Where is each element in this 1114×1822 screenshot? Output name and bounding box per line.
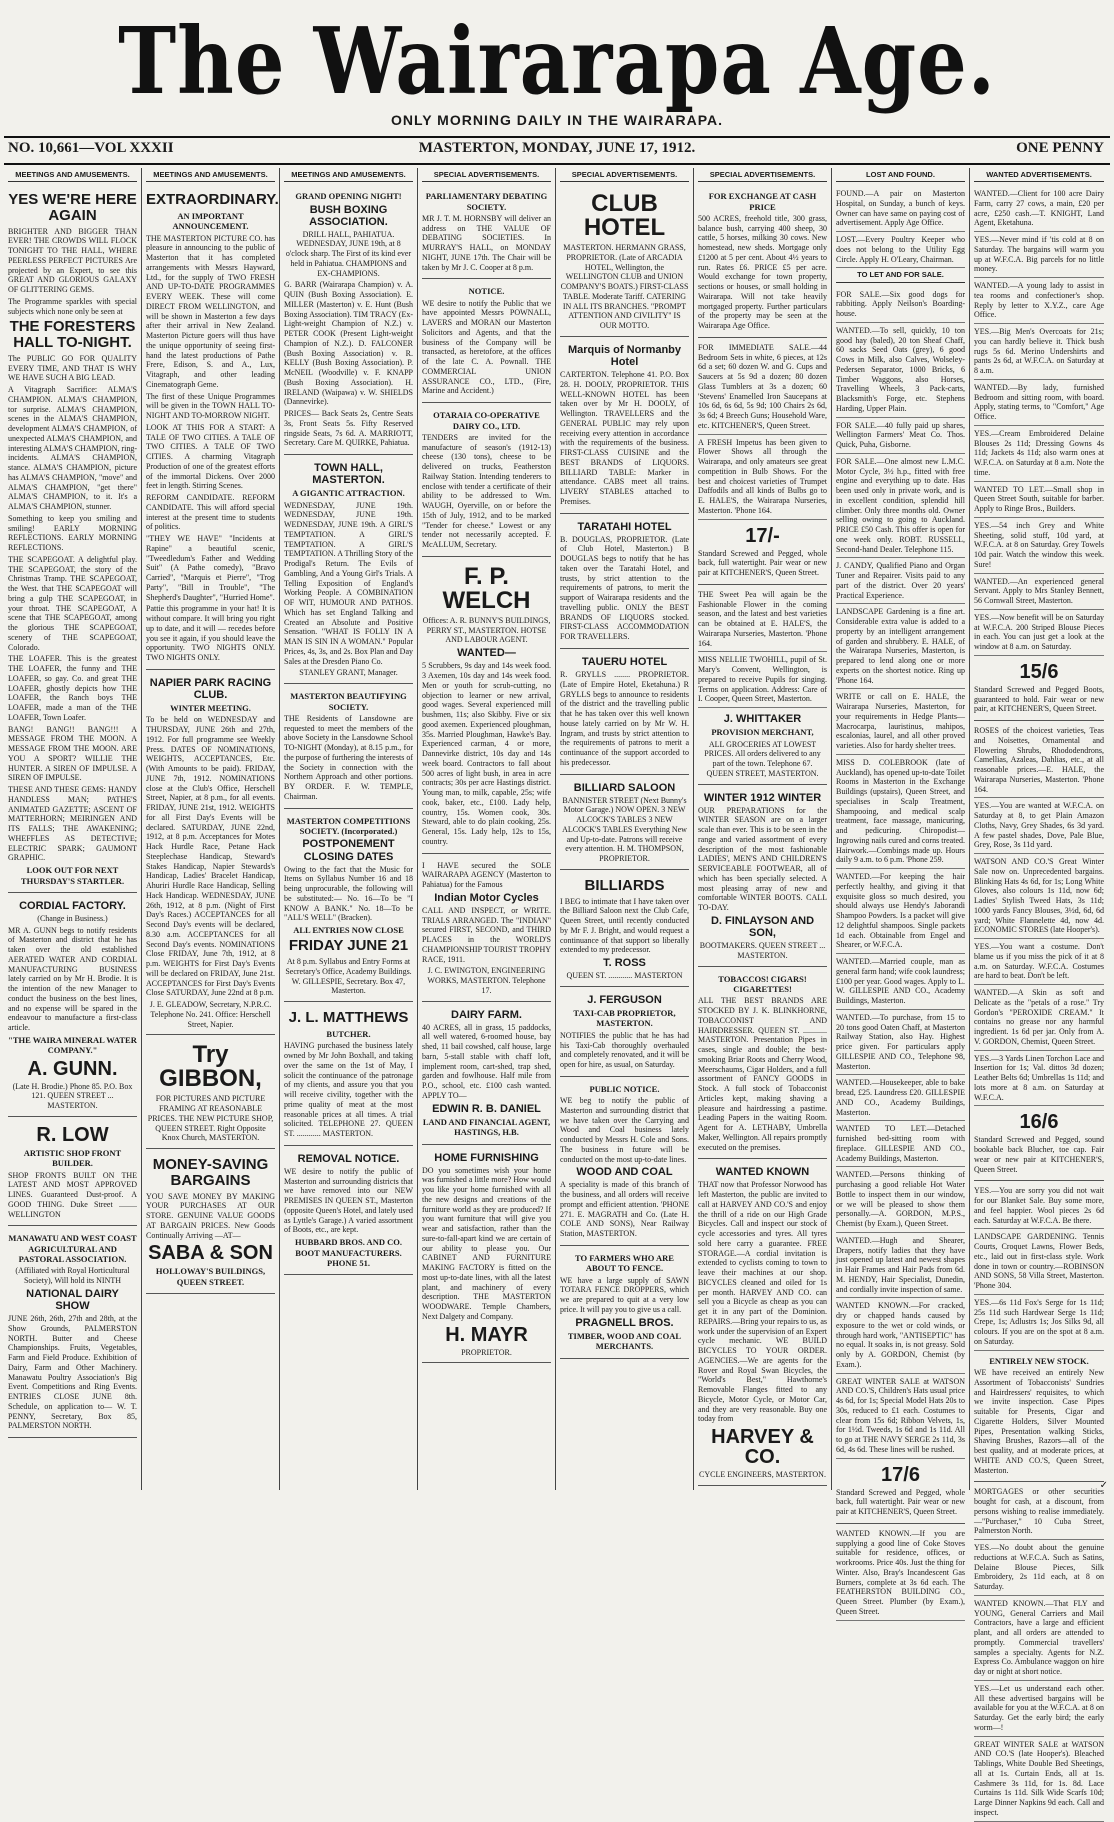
- ad-heading: TO FARMERS WHO ARE ABOUT TO FENCE.: [575, 1252, 674, 1274]
- ad-for-sale-motor-cycle: FOR SALE.—One almost new L.M.C. Motor Cycle, 3½ h.p., fitted with free engine and everything up to date. Has been used only in private work, and is in excellent condition, splendid hill climber. Only three months old. Owner selling owing to going to Auckland. PRICE £50 Cash. This offer is open for one week only. ROBT. RUSSELL, Second-hand Dealer. Telephone 115.: [836, 454, 965, 559]
- ad-shampoo: WANTED.—For keeping the hair perfectly healthy, and giving it that exquisite gloss so much desired, you should always use Hendy's Jaborandi Shampoo Powders. Is a packet will give 12 delightful shampoos. Single packets 1d each. Obtainable from Engel and Shearer, or W.F.C.A.: [836, 869, 965, 954]
- ad-dairy-farm-client: WANTED.—Client for 100 acre Dairy Farm, carry 27 cows, a main, £20 per acre, £250 cash.—T. KNIGHT, Land Agent, Eketahuna.: [974, 186, 1104, 232]
- ad-text: THE SCAPEGOAT. A delightful play. THE SCAPEGOAT, the story of the Christmas Tramp. THE SCAPEGOAT, the West. that THE SCAPEGOAT will bring a gulp THE SCAPEGOAT, in your throat. THE SCAPEGOAT, A scene that THE SCAPEGOAT, among the glorious THE SCAPEGOAT, scenery of THE SCAPEGOAT, Colorado.: [8, 554, 137, 652]
- ad-text: WE beg to notify the public of Masterton and surrounding district that we have taken over the Carrying and Wood and Coal business lately conducted by Messrs H. Cole and Sons. The business in future will be conducted on the most up-to-date lines.: [560, 1096, 689, 1164]
- ad-yes-amazon: YES.—You are wanted at W.F.C.A. on Saturday at 8, to get Plain Amazon Cloths, Navy, Grey Shades, 6s 3d yard. A few pastel shades, Dove, Pale Blue, Grey, Rose, 3s 11d yard.: [974, 798, 1104, 854]
- ad-heading: TOWN HALL, MASTERTON.: [312, 462, 385, 487]
- ad-heading: WANTED—: [457, 647, 516, 660]
- ad-matthews-butcher: [284, 1004, 413, 1146]
- ad-dairy-show: [8, 1228, 137, 1438]
- ad-text: HAVING purchased the business lately owned by Mr John Boxhall, and taking over the same on the 1st of May, I solicit the continuance of the patronage of my clients, and assure you that you will receive civility, together with the prime quality of meat at the most reasonable prices at all times. A trial solicited. TELEPHONE 27. QUEEN ST. ............ MASTERTON.: [284, 1041, 413, 1139]
- ad-heading: THE FORESTERS HALL TO-NIGHT.: [9, 318, 136, 352]
- ad-text: The Programme sparkles with special subjects which none only be seen at: [8, 296, 137, 316]
- ad-footer: HUBBARD BROS. AND CO. BOOT MANUFACTURERS. PHONE 51.: [295, 1237, 402, 1268]
- ad-flower-shows: A FRESH Impetus has been given to Flower Shows all through the Wairarapa, and only amateurs see great competition in Bulb Shows. For the best and choicest varieties of Trumpet Daffodils and all kinds of Bulbs go to E. HALE'S, the Wairarapa Nurseries, Masterton. 'Phone 164.: [698, 435, 827, 520]
- ad-text: A Vitagraph Sacrifice: ALMA'S CHAMPION. ALMA'S CHAMPION, tor surprise. ALMA'S CHAMPION, scenes in the ALMA'S CHAMPION, development ALMA'S CHAMPION, of unexpected ALMA'S CHAMPION, and interesting ALMA'S CHAMPION, ring-incidents. ALMA'S CHAMPION, stance. ALMA'S CHAMPION, picture has ALMA'S CHAMPION, "move" and ALMA'S CHAMPION, "get there" ALMA'S CHAMPION, to it. It's a ALMA'S CHAMPION, stunner.: [8, 385, 137, 512]
- ad-heading: J. L. MATTHEWS: [288, 1009, 409, 1027]
- column-5: [556, 168, 694, 1490]
- ad-kitchener-16-6: [974, 1106, 1104, 1181]
- ad-subheading: AN IMPORTANT ANNOUNCEMENT.: [172, 210, 249, 232]
- masthead-rule-top: [4, 136, 1110, 138]
- ad-cordial-factory: [8, 895, 137, 1117]
- ad-heading: REMOVAL NOTICE.: [297, 1152, 400, 1165]
- ad-heading: BILLIARD SALOON: [573, 781, 676, 794]
- ad-text: At 8 p.m. Syllabus and Entry Forms at Secretary's Office, Academy Buildings. W. GILLESPIE, Secretary. Box 47, Masterton.: [285, 957, 412, 996]
- ad-name: SABA & SON: [148, 1242, 273, 1265]
- corner-mark: ✓: [1099, 1480, 1108, 1491]
- ad-subheading: ALL ENTRIES NOW CLOSE: [293, 925, 404, 936]
- ad-yes-wfca: YES.—Never mind if 'tis cold at 8 on Saturday. The bargains will warm you up at W.F.C.A. Big parcels for no little money.: [974, 232, 1104, 278]
- ad-name: J. WHITTAKER: [723, 713, 802, 726]
- ad-hedge-plants: WRITE or call on E. HALE, the Wairarapa Nurseries, Masterton, for your requirements in Hedge Plants—Macrocarpa, lauristinus, mahipos, escalonias, laurel, and all other proved varieties. Also for hardy shelter trees.: [836, 689, 965, 755]
- ad-roses: ROSES of the choicest varieties, Teas and Noisettes, Ornamental and Flowering Shrubs, Rhododendrons, Camellias, Azaleas, Dahlias, etc., at all reasonable prices.—E. HALE, the Wairarapa Nurseries, Masterton. 'Phone 164.: [974, 723, 1104, 798]
- ad-name: H. MAYR: [445, 1323, 528, 1346]
- ad-town-hall: [284, 457, 413, 684]
- ad-ferguson-taxi: [560, 989, 689, 1077]
- column-heading: SPECIAL ADVERTISEMENTS.: [560, 168, 689, 182]
- ad-text: Pattie this programme in your hat! It is without compare. It will bring you right up to date, and it will — recedes before you see it again, if you should leave the opportunity. TWO NIGHTS ONLY. TWO NIGHTS ONLY.: [146, 604, 275, 663]
- ad-blinkhorne-tobacco: [698, 969, 827, 1160]
- ad-text: A speciality is made of this branch of the business, and all orders will receive prompt and efficient attention. 'PHONE 271. E. MAGRATH and Co. (Late H. COLE AND SONS), Near Railway Station, MASTERTON.: [560, 1180, 689, 1239]
- ad-yes-blouses: YES.—Cream Embroidered Delaine Blouses 2s 11d; Dressing Gowns 4s 11d; Jackets 4s 11d; also warm ones at W.F.C.A. on Saturday at 8 a.m. Note the time.: [974, 426, 1104, 482]
- ad-hot-water-bottle: WANTED.—Persons thinking of purchasing a good reliable Hot Water Bottle to inspect them in our window, or we will be pleased to show them personally.—A. GORDON, M.P.S., Chemist (by Exam.), Queen Street.: [836, 1167, 965, 1233]
- ad-text: 5 Scrubbers, 9s day and 14s week food. 3 Axemen, 10s day and 14s week food. Men or youth for scrub-cutting, no objection to learner or new arrival, good wages. Several experienced mill bushmen, 11s; also Skibby. Five or six good axemen. Experienced ploughman, 35s. Married Ploughman, Hawke's Bay. Experienced carman, 4 or more, Dannevirke district, 10s day and 14s week board. Contractors to fall about 500 acres of light bush, in area in acre contracts; 30s per acre Hastings district. Young man, to milk, capable, 25s; wife cook, baker, etc., £100. Lady help, country, 15s. Women cook, 30s. Steward, able to do plain cooking, 25s. General, 15s. Lady help, 12s to 15s, country.: [422, 661, 551, 846]
- ad-otaraia-dairy: [422, 405, 551, 557]
- ad-text: 500 ACRES, freehold title, 300 grass, balance bush, carrying 400 sheep, 30 cattle, 5 horses, milking 30 cows. New homestead, new sheds. Mortgage only £1200 at 5 per cent. About 4½ years to run. Rates £6. PRICE £5 per acre. Would exchange for town property, sections or houses, or small holding in Wairarapa. Will not take heavily mortgaged property. Further particulars of the property may be seen at the Wairarapa Age Office.: [698, 213, 827, 331]
- ad-oaten-chaff: WANTED.—To purchase, from 15 to 20 tons good Oaten Chaff, at Masterton Railway Station, also Hay. Highest price given. For particulars apply GILLESPIE AND CO., Telephone 98, Masterton.: [836, 1010, 965, 1076]
- ad-extraordinary: [146, 186, 279, 670]
- ad-to-let-room: WANTED TO LET.—Detached furnished bed-sitting room with fireplace. GILLESPIE AND CO., Academy Buildings, Masterton.: [836, 1121, 965, 1167]
- issue-number: NO. 10,661—VOL XXXII: [8, 140, 174, 156]
- ad-kitchener-15-6: [974, 656, 1104, 721]
- ad-heading: "THE WAIRA MINERAL WATER COMPANY.": [8, 1034, 137, 1056]
- ad-heading: FOR EXCHANGE AT CASH PRICE: [708, 191, 817, 212]
- ad-subheading: ARTISTIC SHOP FRONT BUILDER.: [23, 1147, 122, 1169]
- ad-exchange-500-acres: [698, 186, 827, 338]
- ad-text: WE desire to notify the public of Masterton and surrounding districts that we have removed into our NEW PREMISES IN QUEEN ST., Masterton (opposite Queen's Hotel, and lately used as Lyttle's Garage.) A varied assortment of Boots, etc., are kept.: [284, 1166, 413, 1235]
- ad-footer: TIMBER, WOOD AND COAL MERCHANTS.: [567, 1330, 682, 1352]
- ad-subheading: GRAND OPENING NIGHT!: [295, 191, 402, 202]
- ad-married-couple: WANTED.—Married couple, man as general farm hand; wife cook laundress; £100 per year. Good wages. Apply to L. W. GILLESPIE AND CO., Academy Buildings, Masterton.: [836, 954, 965, 1010]
- ad-footer: QUEEN ST. ............ MASTERTON: [566, 971, 683, 981]
- ad-kitchener-17-6: [836, 1459, 965, 1524]
- ad-yes-striped: YES.—Now benefit will be on Saturday at W.F.C.A. 200 Striped Blouse Pieces in each. You can just get a look at the window at 8 a.m. on Saturday.: [974, 610, 1104, 656]
- ad-footer: PROPRIETOR.: [461, 1347, 512, 1357]
- ad-text: THE MASTERTON PICTURE CO. has pleasure in announcing to the public of Masterton that it has completed arrangements with Messrs Hayward, Ltd., for the supply of TWO FRESH AND UP-TO-DATE PROGRAMMES EVERY WEEK. These will come DIRECT FROM WELLINGTON, and will be shown in Masterton a few days after their arrival in New Zealand. Masterton Picture goers will thus have the unique opportunity of seeing first-hand the latest productions of Pathe Frere, Edison, S. and A., Lux, Vitagraph, and other leading Cinematograph Geme.: [146, 233, 275, 389]
- ad-indian-motor-cycles: [422, 856, 551, 1002]
- ad-yes-costume: YES.—You want a costume. Don't blame us if you miss the pick of it at 8 a.m. on Saturday. W.F.C.A. Costumes are hard to beat. Don't be left.: [974, 939, 1104, 985]
- ad-text: MR J. T. M. HORNSBY will deliver an address on THE VALUE OF DEBATING SOCIETIES. In MURRAY'S HALL, on MONDAY NIGHT, JUNE 17th. The Chair will be taken by Mr J. C. Cooper at 8 p.m.: [422, 213, 551, 272]
- ad-heading: Try GIBBON,: [159, 1041, 262, 1093]
- ad-hair-frames: WANTED.—Hugh and Shearer, Drapers, notify ladies that they have just opened up latest and newest shapes in Hair Frames and Hair Pads from 6d. M. HENDY, Hair Specialist, Dunedin, and cordially invite inspection of same.: [836, 1233, 965, 1299]
- ad-text: WE have received an entirely New Assortment of Tobacconists' Sundries and Hairdressers' requisites, to which we invite inspection. Case Pipes suitable for Presents, Cigar and Cigarette Holders, Silver Mounted Pipes, Presentation walking Sticks, Shaving Brushes, Razors—all of the best quality, and at moderate prices, at WHITE AND CO.'S, Queen Street, Masterton.: [974, 1368, 1104, 1475]
- ad-for-sale-shares: FOR SALE.—40 fully paid up shares, Wellington Farmers' Meat Co. Thos. Quick, Puha, Gisborne.: [836, 418, 965, 454]
- ad-colebrook-toilet: MISS D. COLEBROOK (late of Auckland), has opened up-to-date Toilet Rooms in Masterton in the Exchange Buildings (upstairs), Queen Street, and specialises in Scalp Treatment, Shampooing, and medical scalp treatment, face massage, manicuring, and pedicuring. Chiropodist—Ingrowing nails cured and corns treated. Hairwork.—Combings made up. Hours daily 9 a.m. to 6 p.m. 'Phone 259.: [836, 755, 965, 869]
- ad-price: 16/6: [1019, 1111, 1059, 1134]
- ad-beautifying-society: [284, 686, 413, 808]
- ad-footer: CYCLE ENGINEERS, MASTERTON.: [699, 1470, 826, 1480]
- ad-billiards-ross: [560, 872, 689, 987]
- ad-public-notice: [560, 1079, 689, 1246]
- ad-notice-commercial-union: [422, 281, 551, 403]
- ad-footer: HOLLOWAY'S BUILDINGS, QUEEN STREET.: [155, 1266, 266, 1287]
- ad-text: PRICES— Back Seats 2s, Centre Seats 3s, Front Seats 5s. Fifty Reserved ringside Seats, 7s 6d. A. MARRIOTT, Secretary. Care M. QUIRKE, Pahiatua.: [284, 409, 413, 448]
- ad-heading: J. FERGUSON: [587, 993, 662, 1006]
- column-heading: WANTED ADVERTISEMENTS.: [974, 168, 1104, 182]
- ad-text: THE Residents of Lansdowne are requested to meet the members of the above Society in the Lansdowne School TO-NIGHT (Monday), at 8.15 p.m., for the purpose of furthering the interests of the Society in connection with the Northern Approach and other portions. BY ORDER. F. W. TEMPLE, Chairman.: [284, 713, 413, 801]
- ad-winter-1912: [698, 787, 827, 967]
- ad-whittaker: [698, 708, 827, 784]
- ad-heading: HOME FURNISHING: [434, 1151, 539, 1164]
- ad-text: DRILL HALL, PAHIATUA. WEDNESDAY, JUNE 19th, at 8 o'clock sharp. The First of its kind ever held in Pahiatua. CHAMPIONS and EX-CHAMPIONS.: [285, 229, 412, 278]
- ad-heading: OTARAIA CO-OPERATIVE DAIRY CO., LTD.: [433, 410, 540, 431]
- ad-heading: MONEY-SAVING BARGAINS: [152, 1156, 269, 1189]
- ad-home-furnishing: [422, 1147, 551, 1364]
- ad-text: The first of these Unique Programmes will be given in the TOWN HALL TO-NIGHT AND TO-MORROW NIGHT.: [146, 391, 275, 421]
- column-4: [418, 168, 556, 1490]
- ad-text: MR A. GUNN begs to notify residents of Masterton and district that he has taken over the old established AERATED WATER AND CORDIAL MANUFACTURING BUSINESS lately carried on by Mr H. Brodie. It is the intention of the new Manager to conduct the business on the best lines, and no expense will be spared in the endeavour to manufacture a first-class article.: [8, 925, 137, 1033]
- ad-general-servant: WANTED.—An experienced general Servant. Apply to Mrs Stanley Bennett, 56 Cornwall Street, Masterton.: [974, 574, 1104, 610]
- ad-heading: TAUERU HOTEL: [581, 655, 668, 668]
- ad-taratahi-hotel: [560, 516, 689, 649]
- ad-text: WE desire to notify the Public that we have appointed Messrs POWNALL, LAVERS and MORAN our Masterton Solicitors and Agents, and that the business of the Company will be transacted, as heretofore, at the offices of the late C. A. Pownall. THE COMMERCIAL UNION ASSURANCE CO., LTD., (Fire, Marine and Accident.): [422, 298, 551, 396]
- ad-found-keys: FOUND.—A pair on Masterton Hospital, on Sunday, a bunch of keys. Owner can have same on paying cost of advertisement. Apply Age Office.: [836, 186, 965, 232]
- ad-text: MASTERTON. HERMANN GRASS, PROPRIETOR. (Late of ARCADIA HOTEL, Wellington, the WELLINGTON CLUB and UNION COMPANY'S BOATS.) FIRST-CLASS TABLE. Moderate Tariff. CATERING IN ALL ITS BRANCHES. "PROMPT ATTENTION AND CIVILITY" IS OUR MOTTO.: [560, 243, 689, 331]
- ad-signature: J. E. GLEADOW, Secretary, N.P.R.C. Telephone No. 241. Office: Herschell Street, Napier.: [149, 1000, 272, 1029]
- ad-text: BANNISTER STREET (Next Bunny's Motor Garage.) NOW OPEN. 3 NEW ALCOCK'S TABLES 3 NEW ALCOCK'S TABLES Everything New and Up-to-date. Patrons will receive every attention. H. M. THOMPSON, PROPRIETOR.: [562, 795, 687, 864]
- ad-pragnell-bros: [560, 1248, 689, 1359]
- ad-yes-serge: YES.—6s 11d Fox's Serge for 1s 11d; 25s 11d such Hardwear Serge 1s 11d; Crepe, 1s; Adlustrs 1s; Jos Silks 9d, all colours. If you are on the spot at 8 a.m. on Saturday.: [974, 1295, 1104, 1351]
- ad-for-sale-dogs: FOR SALE.—Six good dogs for rabbiting. Apply Neilson's Boarding-house.: [836, 287, 965, 323]
- ad-gibbon: [146, 1037, 275, 1149]
- ad-taueru-hotel: [560, 651, 689, 775]
- page-columns: [4, 168, 1110, 1817]
- ad-text: BANG! BANG!! BANG!!! A MESSAGE FROM THE MOON. A MESSAGE FROM THE MOON. ARE YOU A SPORT? WILLIE THE HUNTER. A SIREN OF IMPULSE. A SIREN OF IMPULSE.: [8, 724, 137, 783]
- ad-saba-son: [146, 1151, 275, 1294]
- ad-name: T. ROSS: [603, 957, 646, 970]
- ad-heading: TOBACCOS! CIGARS! CIGARETTES!: [718, 973, 807, 994]
- column-heading: MEETINGS AND AMUSEMENTS.: [284, 168, 413, 182]
- ad-yes-overcoats: YES.—Big Men's Overcoats for 21s; you can hardly believe it. Thick bush rugs 5s 6d. Merino Undershirts and pants 2s 6d, at W.F.C.A. on Saturday at 8 a.m.: [974, 324, 1104, 380]
- ad-heading: Marquis of Normanby Hotel: [567, 343, 682, 368]
- ad-text: WEDNESDAY, JUNE 19th. WEDNESDAY, JUNE 19th. WEDNESDAY, JUNE 19th. A GIRL'S TEMPTATION. A GIRL'S TEMPTATION. A GIRL'S TEMPTATION. A Thrilling Story of the Prodigal's Return. The Evils of Gambling, And a Young Girl's Trials. A Telling Exposition of England's Working People. A COMBINATION OF WIT, HUMOUR AND PATHOS. Which has set England Talking and Created an Absolute and Positive Sensation. "WHAT IS FOLLY IN A MAN IS SIN IN A WOMAN." Popular Prices, 4s, 3s, and 2s. Box Plan and Day Sales at the Dresden Piano Co.: [284, 500, 413, 666]
- ad-landscape-hale: LANDSCAPE Gardening is a fine art. Considerable extra value is added to a property by an intelligent arrangement of garden and shrubbery. E. HALE, of the Wairarapa Nurseries, Masterton, is prepared to lend along one or more experts on the shortest notice. Ring up 'Phone 164.: [836, 604, 965, 689]
- ad-heading: YES WE'RE HERE AGAIN: [8, 191, 137, 224]
- column-heading: MEETINGS AND AMUSEMENTS.: [8, 168, 137, 182]
- ad-text: LOOK AT THIS FOR A START: A TALE OF TWO CITIES. A TALE OF TWO CITIES. A TALE OF TWO CITIES. A charming Vitagraph Production of one of the greatest efforts of the immortal Dickens. Over 2000 feet in length. Stirring Scenes.: [146, 422, 275, 491]
- ad-landscape-robinson: LANDSCAPE GARDENING. Tennis Courts, Croquet Lawns, Flower Beds, etc., laid out in first-class style. Work done in town or country.—ROBINSON AND SONS, 58 Villa Street, Masterton. 'Phone 304.: [974, 1229, 1104, 1295]
- ad-yes-sheeting: YES.—54 inch Grey and White Sheeting, solid stuff, 10d yard, at W.F.C.A. at 8 on Saturday. Grey Towels 10d pair. Watch the window this week. Sure!: [974, 518, 1104, 574]
- ad-text: Standard Screwed and Pegged, whole back, full watertight. Pair wear or new pair at KITCHENER'S, Queen Street.: [698, 548, 827, 578]
- ad-heading: WINTER 1912 WINTER: [703, 791, 822, 804]
- ad-young-lady: WANTED.—A young lady to assist in tea rooms and confectioner's shop. Reply by letter to X.Y.Z., care Age Office.: [974, 278, 1104, 324]
- ad-harvey-cycles: [698, 1161, 827, 1486]
- ad-heading: TARATAHI HOTEL: [577, 520, 672, 533]
- ad-text: Standard Screwed and Pegged, sound bookable back Blucher, toe cap. Fair wear or new pair at KITCHENER'S, Queen Street.: [974, 1135, 1104, 1174]
- ad-yes-lace: YES.—3 Yards Linen Torchon Lace and Insertion for 1s; Val. dittos 3d dozen; Leather Belts 6d; Umbrellas 1s 11d; and lots more at 8 a.m. on Saturday at W.F.C.A.: [974, 1051, 1104, 1107]
- ad-name: EDWIN R. B. DANIEL: [432, 1102, 541, 1115]
- ad-text: The PUBLIC GO FOR QUALITY EVERY TIME, AND THAT IS WHY WE HAVE SUCH A BIG LEAD.: [8, 353, 137, 383]
- ad-subheading: WINTER MEETING.: [170, 703, 251, 714]
- ad-furnished-bedroom: WANTED.—By lady, furnished Bedroom and sitting room, with board. Apply, stating terms, to "Comfort," Age Office.: [974, 380, 1104, 426]
- ad-heading: ENTIRELY NEW STOCK.: [989, 1355, 1089, 1366]
- ad-lost-poultry: LOST.—Every Poultry Keeper who does not belong to the Utility Egg Circle. Apply H. O'Leary, Chairman.: [836, 232, 965, 268]
- ad-text: "THEY WE HAVE" "Incidents at Rapine" a beautiful scenic, "Tweedledum's Father and Wedding Suit" (A Pathe comedy), "Bravo Carried", "Marquis et Pierre", "Trog Party", "Bill in Trouble", "The Shepherd's Daughter", "Hurried Home".: [146, 534, 275, 602]
- ad-foresters-hall: [8, 186, 137, 893]
- ad-candy-piano: J. CANDY, Qualified Piano and Organ Tuner and Repairer. Visits paid to any part of the district. Over 20 years' Practical Experience.: [836, 558, 965, 604]
- ad-text: TENDERS are invited for the manufacture of season's (1912-13) cheese (130 tons), cheese to be delivered on trucks, Featherston Railway Station. Intending tenderers to enclose with tender a certificate of their ability to be addressed to Wm. WAUGH, Oyerville, on or before the 15th of July, 1912, and to be marked "Tender for cheese." Lowest or any tender not necessarily accepted. F. McALLUM, Secretary.: [422, 432, 551, 550]
- ad-price: 17/-: [745, 524, 780, 547]
- ad-watson-winter: WATSON AND CO.'S Great Winter Sale now on. Unprecedented bargains. Blinking Hats 4s 6d, for 1s; Long White Gloves, also colours 1s 11d, now 6d; Ladies' Stylish Tweed Hats, 3s 11d; 1000 yards Fancy Blouses, 3½d, 6d, 6d yard; White Flannelette 4d, now 4d. ECONOMIC STORES (late Hooper's).: [974, 854, 1104, 939]
- column-7: [832, 168, 970, 1616]
- ad-removal-notice: [284, 1148, 413, 1275]
- ad-text: (Affiliated with Royal Horticultural Society), Will hold its NINTH: [15, 1266, 130, 1286]
- ad-text: SHOP FRONTS BUILT ON THE LATEST AND MOST APPROVED LINES. Guaranteed Dust-proof. A GOOD THING. Duke Street ......... WELLINGTON: [8, 1170, 137, 1219]
- ad-debating-society: [422, 186, 551, 279]
- column-heading: SPECIAL ADVERTISEMENTS.: [698, 168, 827, 182]
- ad-fp-welch: [422, 559, 551, 854]
- ad-subheading: Offices: A. R. BUNNY'S BUILDINGS, PERRY ST., MASTERTON. HOTSE AND LABOUR AGENT.: [422, 615, 551, 645]
- column-2: [142, 168, 280, 1490]
- ad-heading: EXTRAORDINARY.: [146, 191, 279, 209]
- newspaper-subtitle: ONLY MORNING DAILY IN THE WAIRARAPA.: [390, 112, 724, 128]
- ad-heading: NAPIER PARK RACING CLUB.: [149, 676, 272, 701]
- ad-heading: Indian Motor Cycles: [434, 891, 539, 904]
- ad-name: A. GUNN.: [27, 1057, 118, 1080]
- ad-heading: CORDIAL FACTORY.: [19, 899, 126, 912]
- ad-text: YOU SAVE MONEY BY MAKING YOUR PURCHASES AT OUR STORE. GENUINE VALUE GOODS AT BARGAIN PRICES. New Goods Continually Arriving —AT—: [146, 1191, 275, 1240]
- ad-text: (Late H. Brodie.) Phone 85. P.O. Box 121. QUEEN STREET ... MASTERTON.: [12, 1081, 133, 1111]
- ad-text: To be held on WEDNESDAY and THURSDAY, JUNE 26th and 27th, 1912. For full programme see Weekly Press. DATES OF NOMINATIONS, WEIGHTS, ACCEPTANCES, Etc. (With Amounts to be paid). FRIDAY, JUNE 7th, 1912. NOMINATIONS close at the Club's Office, Herschell Street, Napier, at 8 p.m., for all events. FRIDAY, JUNE 21st, 1912. WEIGHTS for all First Day's Events will be declared. SATURDAY, JUNE 22nd, 1912, at 8 p.m. Acceptances for Motes Hack Hurdle Race, Petane Hack Steeplechase Handicap, Steward's Stakes Handicap, Napier Stewards's Handicap, Ladies' Bracelet Handicap, Ahuriri Hurdle Race Handicap, Selling Hack Handicap. WEDNESDAY, JUNE 26th, 1912, at 8 p.m. (Night of First Day's Races.) ACCEPTANCES for all Second Day's events will be declared, 8.30 a.m. ACCEPTANCES for all Second Day's events. NOMINATIONS Close FRIDAY, June 7th, 1912, at 8 p.m. WEIGHTS for First Day's Events will be declared on FRIDAY, June 21st. ACCEPTANCES for First Day's Events Close SATURDAY, June 22nd at 8 p.m.: [146, 715, 275, 998]
- ad-text: REFORM CANDIDATE. REFORM CANDIDATE. This will afford special interest at the present time to students of politics.: [146, 493, 275, 532]
- ad-yes-understand: YES.—Let us understand each other. All these advertised bargains will be available for you at the W.F.C.A. at 8 on Saturday. Get the early bird; the early worm—!: [974, 1681, 1104, 1737]
- ad-heading: WOOD AND COAL: [576, 1166, 673, 1179]
- issue-date: MASTERTON, MONDAY, JUNE 17, 1912.: [418, 140, 696, 156]
- column-heading: LOST AND FOUND.: [836, 168, 965, 182]
- ad-heading: WANTED KNOWN: [715, 1166, 810, 1179]
- ad-new-stock: [974, 1351, 1104, 1483]
- ad-peroxide-cream: WANTED.—A Skin as soft and Delicate as the "petals of a rose." Try Gordon's "PEROXIDE CREAM." It contains no grease nor any harmful ingredient. 1s 6d per jar. Only from A. V. GORDON, Chemist, Queen Street.: [974, 985, 1104, 1051]
- column-8: [970, 168, 1108, 1817]
- ad-text: DO you sometimes wish your home was furnished a little more? How would you like your home furnished with all the new designs and creations of the furniture world as they are produced? If you want furniture that will give you wear and satisfaction, rather than the sure-to-fall-apart kind we are certain of our ability to please you. Our CABINET AND FURNITURE MAKING FACTORY is fitted on the most up-to-date lines, with all the latest plant, and machinery of every description. THE MASTERTON WOODWARE. Temple Chambers, Next Dalgety and Company.: [422, 1165, 551, 1321]
- ad-footer: LAND AND FINANCIAL AGENT, HASTINGS, H.B.: [422, 1116, 551, 1138]
- ad-heading: NOTICE.: [468, 286, 505, 297]
- ad-text: Standard Screwed and Pegged Boots, guaranteed to hold. Fair wear or new pair, at KITCHENER'S, Queen Street.: [974, 684, 1104, 714]
- ad-immediate-sale: FOR IMMEDIATE SALE.—44 Bedroom Sets in white, 6 pieces, at 12s 6d a set; 60 dozen W. and G. Cups and Saucers at 5s 9d a dozen; 80 dozen Glass Tumblers at 3s a dozen; 60 'Stevens' Enamelled Iron Saucepans at 10s 6d, 6s 6d, 5s 9d; 100 Chairs 2s 6d, 3s 6d; 4 Breech Guns; Household Ware, etc. KITCHENER'S, Queen Street.: [698, 340, 827, 435]
- ad-text: Owing to the fact that the Music for Items on Syllabus Number 16 and 18 being unprocurable, the following will be substituted:— No. 16—To be "I KNOW A BANK." No. 18—To be "ALL'S WELL" (Bracken).: [284, 864, 413, 923]
- ad-signature: STANLEY GRANT, Manager.: [299, 668, 398, 678]
- ad-heading: NATIONAL DAIRY SHOW: [26, 1287, 119, 1313]
- masthead-rule-bottom: [4, 163, 1110, 165]
- ad-watson-sale: GREAT WINTER SALE at WATSON AND CO.'S, Children's Hats usual price 4s 6d, for 1s; Special Model Hats 20s to 30s, reduced to £1 each. Costumes to clear from 15s 6d; Ribbon Velvets, 1s, for 1½d. Tweeds, 1s 6d and 1s 11d. All to go at THE NAVY SERGE 2s 11d, 3s 6d, 4s 6d. These lines will be rushed.: [836, 1374, 965, 1459]
- ad-text: THE LOAFER. This is the greatest THE LOAFER, the funny and THE LOAFER, so gay. Co. and great THE LOAFER, ghostly depicts how THE LOAFER, the Ranch boys THE LOAFER, made a man of the THE LOAFER, Town Loafer.: [8, 654, 137, 722]
- ad-subheading: BUTCHER.: [326, 1028, 371, 1039]
- column-3: [280, 168, 418, 1490]
- ad-text: 40 ACRES, all in grass, 15 paddocks, all well watered, 6-roomed house, bay shed, 11 bail cowshed, calf house, large barn, 5-stall stable with chaff loft, implement room, cart-shed, trap shed, garden and fowlhouse. Half mile from P.O., school, etc. £100 cash wanted. APPLY TO—: [422, 1022, 551, 1100]
- ad-subheading: A GIGANTIC ATTRACTION.: [292, 488, 405, 499]
- column-1: [4, 168, 142, 1490]
- column-6: [694, 168, 832, 1490]
- ad-billiard-saloon: [560, 777, 689, 870]
- ad-subheading: (Change in Business.): [37, 913, 108, 923]
- ad-heading: BILLIARDS: [584, 876, 665, 894]
- ad-small-shop: WANTED TO LET.—Small shop in Queen Street South, suitable for barber. Apply to Ringe Bros., Builders.: [974, 482, 1104, 518]
- newspaper-title: The Wairarapa Age.: [118, 8, 996, 116]
- ad-text: FOR PICTURES AND PICTURE FRAMING AT REASONABLE PRICES. THE NEW PICTURE SHOP, QUEEN STREET. Right Opposite Knox Church, MASTERTON.: [147, 1094, 274, 1143]
- ad-fly-young: WANTED KNOWN.—That FLY and YOUNG, General Carriers and Mail Contractors, have a large and efficient plant, and all orders are attended to promptly. Commercial travellers' samples a specialty. Agents for N.Z. Express Co. Ambulance waggon on hire day or night at short notice.: [974, 1596, 1104, 1681]
- ad-text: OUR PREPARATIONS for the WINTER SEASON are on a larger scale than ever. This is to be seen in the range and varied assortment of every description of the most fashionable LADIES', MEN'S AND CHILDREN'S SERVICEABLE FOOTWEAR, all of which has been specially selected. A most pleasing array of new and comfortable WINTER BOOTS. CALL TO-DAY.: [698, 805, 827, 913]
- ad-text: CALL AND INSPECT, or WRITE. TRIALS ARRANGED. The "INDIAN" secured FIRST, SECOND, and THIRD PLACES in the WORLD'S CHAMPIONSHIP TOURIST TROPHY RACE, 1911.: [422, 905, 551, 964]
- ad-text: THESE AND THESE GEMS: HANDY HANDLESS MAN; PATHE'S ANIMATED GAZETTE; ASCENT OF MATTERHORN; MEIRINGEN AND ITS FALLS; THE AWAKENING; WHEFFLES AS DETECTIVE; ELECTRIC SPARK; GAUMONT GRAPHIC.: [8, 785, 137, 863]
- ad-heading: MASTERTON COMPETITIONS SOCIETY. (Incorporated.): [286, 815, 411, 837]
- dateline-bar: [4, 140, 1110, 162]
- ad-heading: MASTERTON BEAUTIFYING SOCIETY.: [290, 691, 407, 712]
- ad-antiseptic: WANTED KNOWN.—For cracked, dry or chapped hands caused by exposure to the wet or cold winds, or through hard work, "ANTISEPTIC" has no equal. It soaks in, is not greasy. Sold only by A. GORDON, Chemist (by Exam.).: [836, 1298, 965, 1373]
- ad-subheading: TAXI-CAB PROPRIETOR, MASTERTON.: [573, 1008, 676, 1029]
- ad-text: Something to keep you smiling and smiling! EARLY MORNING REFLECTIONS. EARLY MORNING REFLECTIONS.: [8, 513, 137, 553]
- ad-text: JUNE 26th, 26th, 27th and 28th, at the Show Grounds, PALMERSTON NORTH. Butter and Cheese Championships. Fruits, Vegetables, Farm and Field Produce. Exhibition of Dairy, Farm and Other Machinery. Manawatu Poultry Association's Big Event. Competitions and Ring Events. ENTRIES CLOSE JUNE 8th. Schedule, on application to— W. T. PENNY, Secretary, Box 85, PALMERSTON NORTH.: [8, 1314, 137, 1431]
- ad-heading: MANAWATU AND WEST COAST AGRICULTURAL AND PASTORAL ASSOCIATION.: [8, 1233, 137, 1265]
- ad-text: I HAVE secured the SOLE WAIRARAPA AGENCY (Masterton to Pahiatua) for the Famous: [422, 860, 551, 890]
- ad-text: WE have a large supply of SAWN TOTARA FENCE DROPPERS, which we are prepared to quit at a very low price. It will pay you to give us a call.: [560, 1275, 689, 1314]
- ad-name: HARVEY & CO.: [711, 1426, 814, 1469]
- ad-nellie-twohill: MISS NELLIE TWOHILL, pupil of St. Mary's Convent, Wellington, is prepared to receive Pupils for singing. Terms on application. Address: Care of I. Cooper, Queen Street, Masterton.: [698, 652, 827, 708]
- ad-heading: BUSH BOXING ASSOCIATION.: [309, 203, 388, 228]
- ad-text: BRIGHTER AND BIGGER THAN EVER! THE CROWDS WILL FLOCK TONIGHT TO THE HALL, WHERE PEERLESS PERFECT PICTURES Are projected by an Expert, to see this GREAT AND GLORIOUS GALAXY OF GLITTERING GEMS.: [8, 226, 137, 295]
- ad-bush-boxing: [284, 186, 413, 455]
- ad-kitchener-17s: [698, 520, 827, 585]
- ad-text: ALL THE BEST BRANDS ARE STOCKED BY J. K. BLINKHORNE, TOBACCONIST AND HAIRDRESSER. QUEEN ST. ............ MASTERTON. Presentation Pipes in cases, single and double; the best-smoking Briar Roots and Cherry Wood, Meerschaums, Cigar Holders, and a full assortment of FANCY GOODS in Stock. A full stock of Tobacconist Articles kept, making shaving a pleasure and hairdressing a pastime. Leading Papers in the waiting Room. Agent for A. LETHABY, Umbrella Maker, Wellington. All repairs promptly executed on the premises.: [698, 996, 827, 1152]
- ad-text: Standard Screwed and Pegged, whole back, full watertight. Pair wear or new pair at KITCHENER'S, Queen Street.: [836, 1487, 965, 1517]
- ad-text: R. GRYLLS ........ PROPRIETOR. (Late of Empire Hotel, Eketahuna.) R GRYLLS begs to announce to residents of the district and the travelling public that he has taken over this well known house lately carried on by Mr W. H. Ingram, and trusts by strict attention to the requirements of patrons to merit a continuance of the support accorded to his predecessor.: [560, 670, 689, 767]
- ad-name: R. LOW: [36, 1123, 109, 1146]
- ad-mortgages: MORTGAGES or other securities bought for cash, at a discount, from persons wishing to realise immediately.—"Purchaser," 10 Cuba Street, Palmerston North.: [974, 1484, 1104, 1540]
- column-heading: SPECIAL ADVERTISEMENTS.: [422, 168, 551, 182]
- issue-price: ONE PENNY: [1016, 140, 1104, 156]
- ad-coke-stoves: WANTED KNOWN.—If you are supplying a good line of Coke Stoves suitable for residence, offices, or workrooms. Price 40s. Just the thing for Winter. Also, Bray's Incandescent Gas Burners, complete at 3s 6d each. The FEATHERSTON BUILDING CO., Queen Street. Plumber (by Exam.), Queen Street.: [836, 1526, 965, 1621]
- column-heading: MEETINGS AND AMUSEMENTS.: [146, 168, 275, 182]
- ad-text: ALL GROCERIES AT LOWEST PRICES. All orders delivered to any part of the town. Telephone 67. QUEEN STREET, MASTERTON.: [704, 739, 821, 778]
- ad-text: G. BARR (Wairarapa Champion) v. A. QUIN (Bush Boxing Association). E. MILLER (Masterton) v. E. Hunt (Bush Boxing Association). TIM TRACY (Ex-Light-weight Champion of N.Z.) v. PETER COOK (Present Light-weight Champion of N.Z.). D. FALCONER (Bush Boxing Association) v. R. KELLY (Bush Boxing Association). P. McNEIL (Woodville) v. F. KNAPP (Bush Boxing Association). H. IRELAND (Waipawa) v. W. SHIELDS (Dannevirke).: [284, 280, 413, 407]
- ad-subheading: PROVISION MERCHANT,: [711, 727, 814, 738]
- ad-name: F. P. WELCH: [442, 562, 531, 614]
- ad-housekeeper: WANTED.—Housekeeper, able to bake bread, £25. Laundress £20. GILLESPIE AND CO., Academy Buildings, Masterton.: [836, 1075, 965, 1121]
- ad-heading: PARLIAMENTARY DEBATING SOCIETY.: [425, 191, 548, 212]
- ad-dairy-farm: [422, 1004, 551, 1145]
- ad-text: NOTIFIES the public that he has had his Taxi-Cab thoroughly overhauled and completely renovated, and it will be open for hire, as usual, on Saturday.: [560, 1030, 689, 1070]
- ad-watson-great-sale: GREAT WINTER SALE at WATSON AND CO.'S (late Hooper's). Bleached Tablings, White Double Bed Sheetings, all at 1s. Curtain Ends, all at 1s. Cashmere 3s 11d, for 1s. 8d. Lace Curtains 1s 11d. Silk Wide Scarfs 10d; Large Dinner Napkins 9d each. Call and inspect.: [974, 1737, 1104, 1822]
- ad-heading: PUBLIC NOTICE.: [589, 1083, 660, 1094]
- ad-name: D. FINLAYSON AND SON,: [710, 914, 815, 939]
- ad-yes-satins: YES.—No doubt about the genuine reductions at W.F.C.A. Such as Satins, Delaine Blouse Pieces, Silk Embroidery, 2s 11d each, at 8 on Saturday.: [974, 1540, 1104, 1596]
- ad-text: B. DOUGLAS, PROPRIETOR. (Late of Club Hotel, Masterton.) B DOUGLAS begs to notify that he has taken over the Taratahi Hotel, and trusts, by strict attention to the requirements of patrons, to merit the support of Wairarapa residents and the travelling public. ONLY the BEST BRANDS OF LIQUORS stocked. FIRST-CLASS ACCOMMODATION FOR TRAVELLERS.: [560, 534, 689, 642]
- ad-footer: BOOTMAKERS. QUEEN STREET ... MASTERTON.: [699, 941, 826, 960]
- ad-signature: J. C. EWINGTON, ENGINEERING WORKS, MASTERTON. Telephone 17.: [427, 966, 546, 995]
- ad-date: FRIDAY JUNE 21: [288, 937, 409, 955]
- ad-name: PRAGNELL BROS.: [575, 1316, 674, 1329]
- ad-yes-blanket: YES.—You are sorry you did not wait for our Blanket Sale. Buy some more, and feel happier. Wool pieces 2s 6d each. Saturday at W.F.C.A. Be there.: [974, 1183, 1104, 1229]
- ad-heading: POSTPONEMENT CLOSING DATES: [302, 838, 395, 863]
- ad-heading: CLUB HOTEL: [583, 190, 666, 242]
- ad-club-hotel: [560, 186, 689, 337]
- ad-price: 17/6: [881, 1463, 920, 1486]
- ad-price: 15/6: [1019, 660, 1059, 683]
- ad-competitions-society: [284, 811, 413, 1003]
- ad-text: THAT now that Professor Norwood has left Masterton, the public are invited to call at HARVEY AND CO.'S and enjoy the thrill of a ride on our High Grade Bicycles. Call and inspect our stock of cycle accessories and tyres. All tyres sold here carry a guarantee. FREE STORAGE.—A cordial invitation is extended to cyclists coming to town to leave their machines at our shop. BICYCLES cleaned and oiled for 1s per month. HARVEY AND CO. can sell you a Bicycle as cheap as you can get it in any part of the Dominion. REPAIRS.—Bring your repairs to us, as work under the supervision of an Expert cycle mechanic. WE BUILD BICYCLES TO YOUR ORDER. AGENCIES.—We are agents for the Rover and Royal Swan Bicycles, the "World's Best," Hawthorne's Removable Flanges fitted to any Bicycle, Motor Cycle, or Motor Car, and they are very reasonable. Buy one today from: [698, 1180, 827, 1424]
- ad-text: CARTERTON. Telephone 41. P.O. Box 28. H. DOOLY, PROPRIETOR. THIS WELL-KNOWN HOTEL has been taken over by Mr H. DOOLY, of Wellington. TRAVELLERS and the GENERAL PUBLIC may rely upon receiving every attention in accordance with the requirements of the business. FIRST-CLASS CUISINE and the BEST BRANDS of LIQUORS. BILLIARD TABLE: Marker in attendance. CABS meet all trains. LIVERY STABLES attached to Premises.: [560, 370, 689, 506]
- ad-wanted-sell-hay: WANTED.—To sell, quickly, 10 ton good hay (baled), 20 ton Sheaf Chaff, 60 sacks Seed Oats (grey), 6 good Cows in Milk, also Calves, Wolseley-Pedersen Separator, 1000 Bricks, 6 Timber Waggons, also Horses, Travelling Wheels, 3 Pack-carts, Blacksmith's Forge, etc. Stephens Harding, Upper Plain.: [836, 323, 965, 418]
- ad-r-low: [8, 1119, 137, 1226]
- ad-heading: DAIRY FARM.: [451, 1008, 522, 1021]
- section-heading: TO LET AND FOR SALE.: [836, 268, 965, 282]
- ad-sweet-pea: THE Sweet Pea will again be the Fashionable Flower in the coming season, and the latest and best varieties can be obtained at E. HALE'S, the Wairarapa Nurseries, Masterton. 'Phone 164.: [698, 587, 827, 653]
- ad-text: I BEG to intimate that I have taken over the Billiard Saloon next the Club Cafe, Queen Street, until recently conducted by Mr F. J. Bright, and would request a continuance of that support so liberally extended to my predecessor.: [560, 896, 689, 955]
- masthead: [0, 0, 1114, 178]
- ad-marquis-normanby: [560, 339, 689, 514]
- ad-napier-racing: [146, 672, 275, 1036]
- ad-footer: LOOK OUT FOR NEXT THURSDAY'S STARTLER.: [20, 865, 125, 886]
